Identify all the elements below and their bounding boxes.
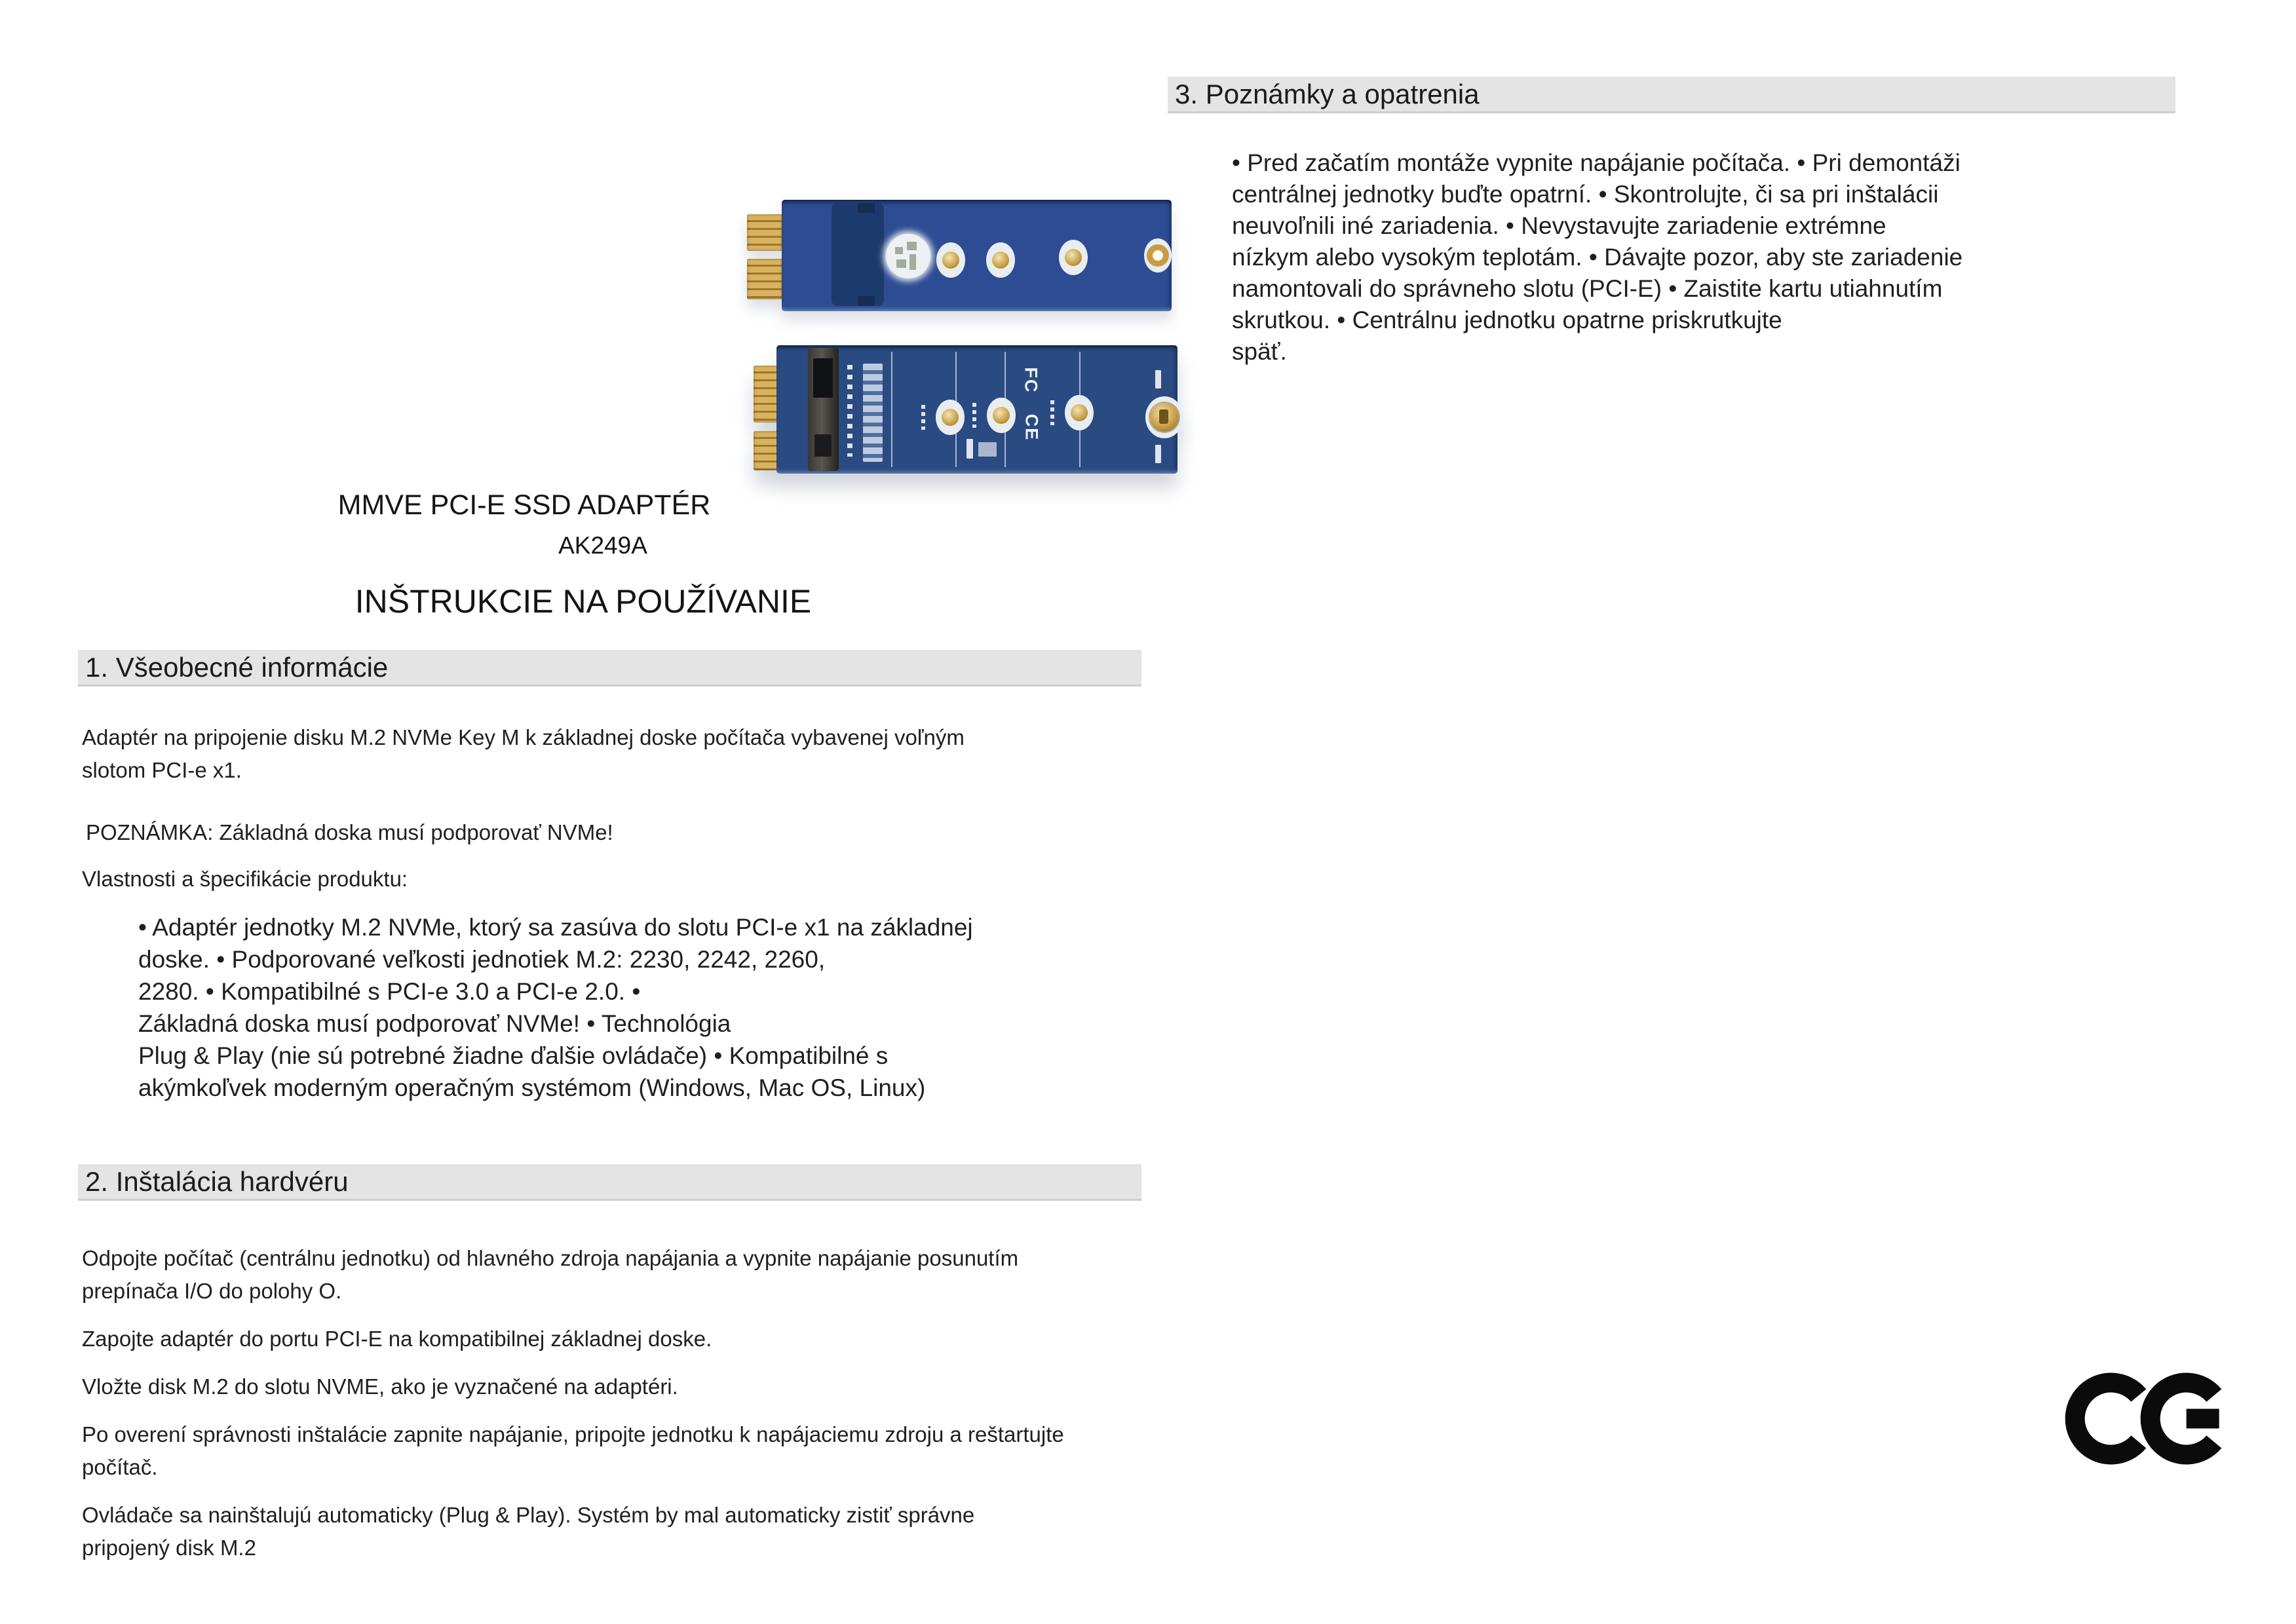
- section1-heading: 1. Všeobecné informácie: [78, 650, 1141, 687]
- adapter-card-front: [745, 200, 1172, 311]
- text-line: späť.: [1232, 338, 1287, 365]
- step-paragraph: [82, 1370, 1064, 1403]
- text-line: počítač.: [82, 1455, 158, 1479]
- screw-hole: [936, 242, 965, 278]
- silkscreen-tick: [1155, 445, 1161, 463]
- section2-heading: 2. Inštalácia hardvéru: [78, 1164, 1141, 1201]
- feature-line: • Adaptér jednotky M.2 NVMe, ktorý sa zasúva do slotu PCI-e x1 na základnej: [138, 914, 973, 941]
- m2-slot-connector: [832, 203, 884, 306]
- pcb-front: [782, 200, 1172, 311]
- m2-socket: [808, 348, 839, 471]
- adapter-card-back: [750, 345, 1177, 474]
- text-line: Vlastnosti a špecifikácie produktu:: [82, 867, 408, 891]
- mount-hole: [1144, 238, 1172, 273]
- section1-features-intro: [82, 863, 408, 896]
- pcie-edge-connector: [747, 259, 782, 299]
- silkscreen-tick: [921, 405, 925, 430]
- feature-line: Plug & Play (nie sú potrebné žiadne ďalšie ovládače) • Kompatibilné s: [138, 1042, 889, 1069]
- silkscreen-marks: [847, 365, 852, 457]
- text-line: neuvoľnili iné zariadenia. • Nevystavujte zariadenie extrémne: [1232, 212, 1886, 239]
- document-subtitle: INŠTRUKCIE NA POUŽÍVANIE: [354, 583, 812, 620]
- silkscreen-tick: [966, 439, 973, 459]
- length-marking-line: [891, 352, 892, 467]
- screw-hole: [1065, 395, 1094, 430]
- section3-body: [1232, 147, 1962, 368]
- pcie-edge-connector: [747, 214, 782, 251]
- section1-intro: [82, 721, 965, 787]
- solder-pad-column: [863, 364, 883, 462]
- text-line: Po overení správnosti inštalácie zapnite napájanie, pripojte jednotku k napájaciemu zdroju a reštartujte: [82, 1422, 1064, 1446]
- silkscreen-tick: [972, 403, 976, 428]
- screw-hole: [987, 398, 1016, 433]
- feature-line: 2280. • Kompatibilné s PCI-e 3.0 a PCI-e 2.0. •: [138, 978, 641, 1005]
- section1-note: [86, 816, 613, 849]
- step-paragraph: [82, 1323, 1064, 1355]
- step-paragraph: [82, 1499, 1064, 1564]
- step-paragraph: [82, 1418, 1064, 1484]
- screw-hole: [986, 242, 1015, 278]
- text-line: Vložte disk M.2 do slotu NVME, ako je vyznačené na adaptéri.: [82, 1374, 678, 1399]
- product-title: MMVE PCI-E SSD ADAPTÉR: [337, 489, 711, 521]
- text-line: pripojený disk M.2: [82, 1536, 256, 1560]
- product-photo: [367, 82, 1042, 459]
- feature-line: Základná doska musí podporovať NVMe! • Technológia: [138, 1010, 731, 1037]
- feature-line: doske. • Podporované veľkosti jednotiek M.2: 2230, 2242, 2260,: [138, 946, 826, 973]
- text-line: nízkym alebo vysokým teplotám. • Dávajte pozor, aby ste zariadenie: [1232, 244, 1963, 271]
- round-sticker: [886, 234, 930, 278]
- silkscreen-label: [978, 442, 997, 457]
- text-line: centrálnej jednotky buďte opatrní. • Skontrolujte, či sa pri inštalácii: [1232, 181, 1939, 208]
- text-line: Adaptér na pripojenie disku M.2 NVMe Key M k základnej doske počítača vybavenej voľným: [82, 725, 965, 749]
- step-paragraph: [82, 1242, 1064, 1308]
- silkscreen-tick: [1155, 370, 1161, 388]
- text-line: skrutkou. • Centrálnu jednotku opatrne priskrutkujte: [1232, 307, 1782, 333]
- section1-feature-list: [138, 911, 973, 1104]
- screw-hole: [936, 400, 965, 435]
- section3-heading: 3. Poznámky a opatrenia: [1168, 77, 2175, 113]
- text-line: • Pred začatím montáže vypnite napájanie počítača. • Pri demontáži: [1232, 149, 1961, 176]
- text-line: namontovali do správneho slotu (PCI-E) • Zaistite kartu utiahnutím: [1232, 275, 1943, 302]
- ce-mark-icon: [2064, 1364, 2228, 1473]
- feature-line: akýmkoľvek moderným operačným systémom (Windows, Mac OS, Linux): [138, 1074, 926, 1101]
- ce-logo-silkscreen: CE: [1022, 413, 1042, 442]
- text-line: prepínača I/O do polohy O.: [82, 1279, 342, 1303]
- text-line: Zapojte adaptér do portu PCI-E na kompatibilnej základnej doske.: [82, 1327, 712, 1351]
- fcc-logo: FC: [1021, 367, 1041, 394]
- silkscreen-tick: [1050, 400, 1054, 425]
- text-line: POZNÁMKA: Základná doska musí podporovať NVMe!: [86, 820, 613, 844]
- product-model: AK249A: [558, 532, 647, 559]
- text-line: Odpojte počítač (centrálnu jednotku) od hlavného zdroja napájania a vypnite napájanie posunutím: [82, 1246, 1019, 1270]
- gold-standoff-nut: [1150, 403, 1179, 432]
- screw-hole: [1059, 240, 1088, 275]
- text-line: Ovládače sa nainštalujú automaticky (Plug & Play). Systém by mal automaticky zistiť správne: [82, 1503, 975, 1527]
- text-line: slotom PCI-e x1.: [82, 758, 242, 782]
- section2-body: [82, 1242, 1064, 1579]
